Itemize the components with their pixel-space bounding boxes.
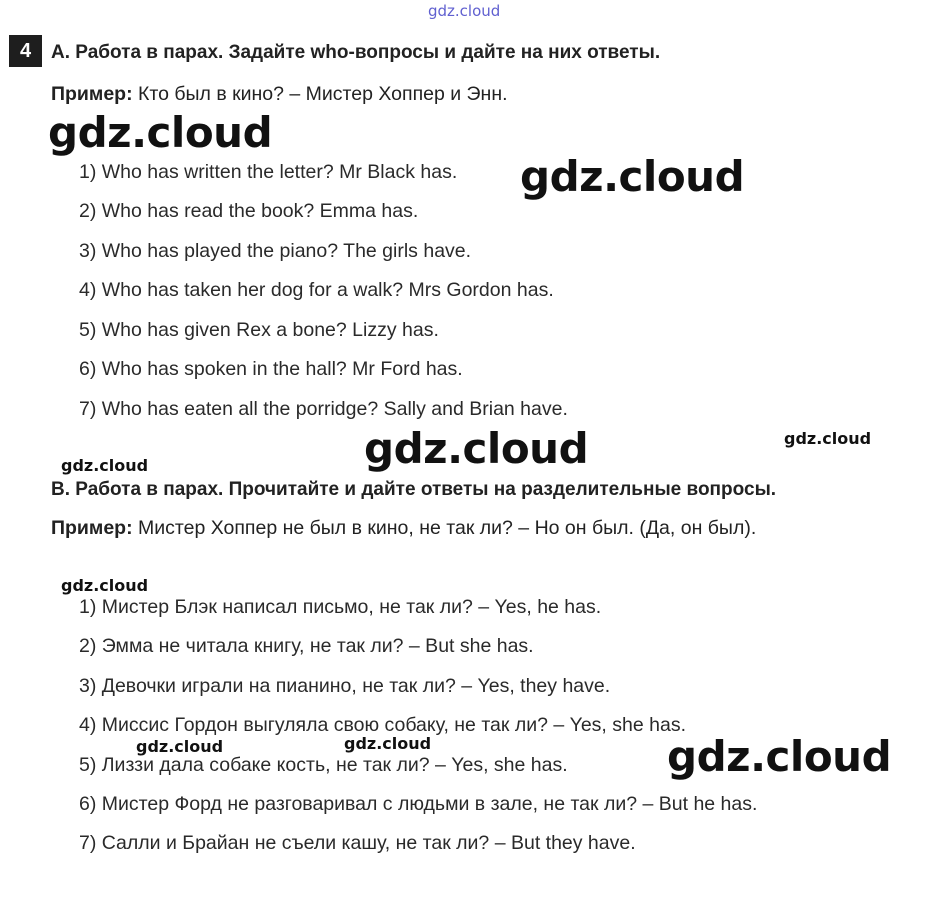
watermark-top: gdz.cloud — [428, 2, 501, 20]
part-a-item: 1) Who has written the letter? Mr Black has. — [79, 161, 458, 183]
watermark: gdz.cloud — [784, 429, 872, 448]
part-b-item: 6) Мистер Форд не разговаривал с людьми в зале, не так ли? – But he has. — [79, 793, 758, 815]
watermark: gdz.cloud — [61, 576, 149, 595]
part-a-example — [51, 83, 508, 106]
part-b-item: 1) Мистер Блэк написал письмо, не так ли? – Yes, he has. — [79, 596, 602, 618]
watermark: gdz.cloud — [136, 737, 224, 756]
part-a-item: 2) Who has read the book? Emma has. — [79, 200, 419, 222]
part-a-heading: A. Работа в парах. Задайте who-вопросы и дайте на них ответы. — [51, 42, 661, 63]
part-b-example-text: Мистер Хоппер не был в кино, не так ли? – Но он был. (Да, он был). — [132, 517, 757, 539]
part-b-item: 3) Девочки играли на пианино, не так ли? – Yes, they have. — [79, 675, 611, 697]
watermark: gdz.cloud — [48, 108, 273, 157]
part-b-item: 7) Салли и Брайан не съели кашу, не так ли? – But they have. — [79, 832, 636, 854]
watermark: gdz.cloud — [61, 456, 149, 475]
watermark: gdz.cloud — [520, 152, 745, 201]
part-a-item: 7) Who has eaten all the porridge? Sally and Brian have. — [79, 398, 568, 420]
part-a-item: 3) Who has played the piano? The girls have. — [79, 240, 472, 262]
part-b-example — [51, 517, 756, 540]
part-b-item: 5) Лиззи дала собаке кость, не так ли? – Yes, she has. — [79, 754, 568, 776]
exercise-number-badge: 4 — [9, 35, 42, 67]
part-a-item: 6) Who has spoken in the hall? Mr Ford has. — [79, 358, 463, 380]
watermark: gdz.cloud — [364, 424, 589, 473]
part-a-item: 5) Who has given Rex a bone? Lizzy has. — [79, 319, 439, 341]
part-a-example-label: Пример: — [51, 83, 133, 105]
part-b-heading: B. Работа в парах. Прочитайте и дайте ответы на разделительные вопросы. — [51, 479, 777, 500]
part-b-item: 2) Эмма не читала книгу, не так ли? – But she has. — [79, 635, 534, 657]
watermark: gdz.cloud — [344, 734, 432, 753]
part-b-example-label: Пример: — [51, 517, 133, 539]
part-a-example-text: Кто был в кино? – Мистер Хоппер и Энн. — [132, 83, 508, 105]
part-b-item: 4) Миссис Гордон выгуляла свою собаку, не так ли? – Yes, she has. — [79, 714, 686, 736]
part-a-item: 4) Who has taken her dog for a walk? Mrs Gordon has. — [79, 279, 554, 301]
watermark: gdz.cloud — [667, 732, 892, 781]
